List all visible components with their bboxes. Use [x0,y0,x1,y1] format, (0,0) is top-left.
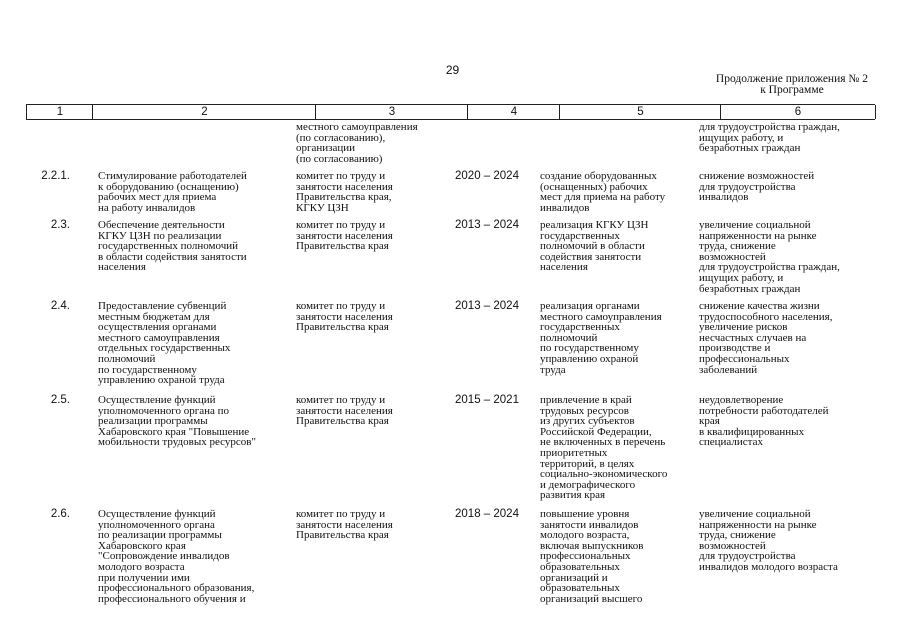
responsible-executor-line: занятости населения [296,180,393,193]
activity-name-line: при получении ими [98,571,190,584]
activity-name-line: реализации программы [98,415,208,428]
expected-result-line: по государственному [540,342,639,355]
expected-result-line: инвалидов [540,201,590,214]
expected-result-line: не включенных в перечень [540,436,666,449]
appendix-line: Продолжение приложения № 2 [715,73,868,85]
expected-result-line: развития края [540,489,606,502]
activity-name-line: "Сопровождение инвалидов [98,550,230,563]
implementation-years: 2013 – 2024 [455,300,519,312]
carryover-responsible [296,122,418,164]
non-implementation-consequences [699,509,838,573]
responsible-executor-line: Правительства края [296,240,389,253]
non-implementation-consequences-line: снижение возможностей [699,170,815,182]
row-number: 2.2.1. [41,170,70,182]
expected-result-line: образовательных [540,582,620,595]
appendix-caption [716,74,868,96]
activity-name-line: в области содействия занятости [98,250,247,263]
expected-result-line: организаций высшего [540,592,643,605]
expected-result-line: управлению охраной [540,352,639,365]
table-header [26,104,875,120]
non-implementation-consequences-line: инвалидов молодого возраста [699,560,838,573]
responsible-executor [296,301,393,333]
non-implementation-consequences [699,301,833,375]
non-implementation-consequences-line: возможностей [699,539,766,552]
non-implementation-consequences-line: безработных граждан [699,282,801,295]
non-implementation-consequences-line: неудовлетворение [699,394,784,406]
responsible-executor-line: Правительства края [296,529,389,542]
non-implementation-consequences-line: труда, снижение [699,240,776,253]
carryover-responsible-line: организации [296,142,356,155]
activity-name-line: по государственному [98,363,197,376]
activity-name [98,509,254,604]
expected-result-line: государственных [540,321,620,334]
expected-result-line: (оснащенных) рабочих [540,180,648,193]
non-implementation-consequences-line: несчастных случаев на [699,331,807,344]
expected-result-line: полномочий [540,331,598,344]
expected-result-line: труда [540,363,566,376]
non-implementation-consequences-line: снижение качества жизни [699,300,820,312]
responsible-executor-line: комитет по труду и [296,394,386,406]
column-header: 5 [559,105,721,119]
expected-result [540,220,648,273]
responsible-executor-line: Правительства края [296,321,389,334]
activity-name-line: Хабаровского края "Повышение [98,425,250,438]
row-number: 2.3. [50,219,70,231]
expected-result-line: включая выпускников [540,539,644,552]
implementation-years: 2015 – 2021 [455,394,519,406]
expected-result [540,509,644,604]
expected-result-line: реализация органами [540,300,640,312]
non-implementation-consequences [699,171,814,203]
non-implementation-consequences-line: для трудоустройства [699,550,796,563]
expected-result-line: занятости инвалидов [540,518,639,531]
activity-name-line: Стимулирование работодателей [98,170,247,182]
responsible-executor [296,171,393,213]
expected-result-line: государственных [540,229,620,242]
row-number: 2.4. [50,300,70,312]
activity-name-line: Предоставление субвенций [98,300,227,312]
carryover-responsible-line: (по согласованию), [296,131,386,144]
column-header: 4 [467,105,560,119]
activity-name-line: уполномоченного органа [98,518,215,531]
activity-name-line: к оборудованию (оснащению) [98,180,239,193]
responsible-executor-line: занятости населения [296,404,393,417]
non-implementation-consequences [699,220,840,294]
responsible-executor [296,509,393,541]
non-implementation-consequences-line: для трудоустройства граждан, [699,261,840,274]
responsible-executor-line: комитет по труду и [296,170,386,182]
activity-name-line: уполномоченного органа по [98,404,230,417]
responsible-executor-line: комитет по труду и [296,300,386,312]
expected-result-line: социально-экономического [540,468,668,481]
responsible-executor [296,220,393,252]
activity-name-line: Хабаровского края [98,539,186,552]
non-implementation-consequences-line: увеличение социальной [699,508,811,520]
expected-result-line: привлечение в край [540,394,632,406]
non-implementation-consequences-line: напряженности на рынке [699,229,817,242]
activity-name-line: полномочий [98,352,156,365]
non-implementation-consequences-line: края [699,415,720,428]
non-implementation-consequences-line: специалистах [699,436,763,449]
expected-result-line: населения [540,261,588,274]
responsible-executor-line: комитет по труду и [296,219,386,231]
non-implementation-consequences-line: производстве и [699,342,771,355]
responsible-executor-line: Правительства края, [296,191,392,204]
expected-result-line: повышение уровня [540,508,630,520]
expected-result-line: трудовых ресурсов [540,404,630,417]
non-implementation-consequences-line: для трудоустройства [699,180,796,193]
carryover-responsible-line: местного самоуправления [296,121,418,133]
activity-name-line: местным бюджетам для [98,310,210,323]
expected-result-line: молодого возраста, [540,529,630,542]
activity-name-line: молодого возраста [98,560,185,573]
expected-result-line: мест для приема на работу [540,191,666,204]
expected-result-line: организаций и [540,571,608,584]
non-implementation-consequences-line: потребности работодателей [699,404,829,417]
activity-name [98,301,230,386]
expected-result-line: полномочий в области [540,240,645,253]
non-implementation-consequences-line: инвалидов [699,191,749,204]
carryover-outcome-line: ищущих работу, и [699,131,784,144]
responsible-executor-line: КГКУ ЦЗН [296,201,349,214]
responsible-executor-line: занятости населения [296,310,393,323]
activity-name-line: профессионального образования, [98,582,255,595]
expected-result-line: приоритетных [540,446,608,459]
activity-name-line: профессионального обучения и [98,592,246,605]
responsible-executor-line: занятости населения [296,518,393,531]
non-implementation-consequences-line: возможностей [699,250,766,263]
activity-name-line: на работу инвалидов [98,201,196,214]
activity-name-line: мобильности трудовых ресурсов" [98,436,256,449]
implementation-years: 2018 – 2024 [455,508,519,520]
column-header: 2 [92,105,316,119]
column-header: 3 [315,105,468,119]
page-number: 29 [445,63,460,77]
non-implementation-consequences-line: заболеваний [699,363,758,376]
row-number: 2.6. [50,508,70,520]
carryover-responsible-line: (по согласованию) [296,152,383,165]
activity-name-line: КГКУ ЦЗН по реализации [98,229,222,242]
expected-result [540,395,667,501]
expected-result-line: профессиональных [540,550,631,563]
non-implementation-consequences-line: профессиональных [699,352,790,365]
non-implementation-consequences-line: ищущих работу, и [699,271,784,284]
activity-name-line: Осуществление функций [98,394,216,406]
expected-result [540,171,665,213]
carryover-outcome [699,122,840,154]
non-implementation-consequences [699,395,828,448]
activity-name-line: управлению охраной труда [98,374,225,387]
expected-result-line: местного самоуправления [540,310,662,323]
expected-result [540,301,662,375]
implementation-years: 2013 – 2024 [455,219,519,231]
activity-name-line: населения [98,261,146,274]
expected-result-line: создание оборудованных [540,170,657,182]
non-implementation-consequences-line: увеличение социальной [699,219,811,231]
activity-name [98,171,247,213]
non-implementation-consequences-line: труда, снижение [699,529,776,542]
appendix-line: к Программе [760,84,824,96]
activity-name-line: осуществления органами [98,321,217,334]
responsible-executor-line: комитет по труду и [296,508,386,520]
non-implementation-consequences-line: увеличение рисков [699,321,788,334]
implementation-years: 2020 – 2024 [455,170,519,182]
activity-name [98,220,247,273]
non-implementation-consequences-line: трудоспособного населения, [699,310,833,323]
activity-name-line: отдельных государственных [98,342,231,355]
non-implementation-consequences-line: в квалифицированных [699,425,805,438]
column-header: 6 [720,105,876,119]
activity-name-line: местного самоуправления [98,331,220,344]
non-implementation-consequences-line: напряженности на рынке [699,518,817,531]
activity-name [98,395,256,448]
carryover-outcome-line: безработных граждан [699,142,801,155]
column-header: 1 [26,105,93,119]
activity-name-line: Осуществление функций [98,508,216,520]
expected-result-line: содействия занятости [540,250,642,263]
expected-result-line: и демографического [540,478,636,491]
activity-name-line: Обеспечение деятельности [98,219,225,231]
expected-result-line: территорий, в целях [540,457,635,470]
carryover-outcome-line: для трудоустройства граждан, [699,121,840,133]
activity-name-line: рабочих мест для приема [98,191,217,204]
responsible-executor [296,395,393,427]
expected-result-line: Российской Федерации, [540,425,652,438]
row-number: 2.5. [50,394,70,406]
responsible-executor-line: Правительства края [296,415,389,428]
expected-result-line: реализация КГКУ ЦЗН [540,219,649,231]
expected-result-line: образовательных [540,560,620,573]
responsible-executor-line: занятости населения [296,229,393,242]
expected-result-line: из других субъектов [540,415,635,428]
activity-name-line: государственных полномочий [98,240,239,253]
activity-name-line: по реализации программы [98,529,222,542]
